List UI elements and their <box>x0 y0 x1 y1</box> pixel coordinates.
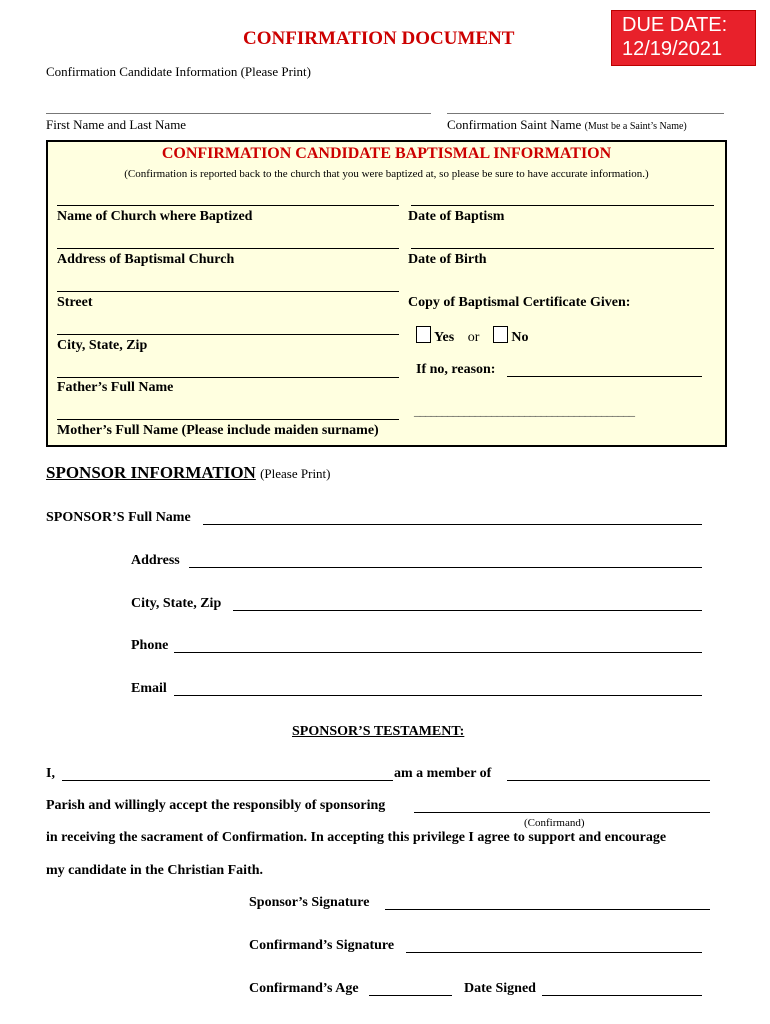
sponsor-name-label: SPONSOR’S Full Name <box>46 510 191 525</box>
sponsor-signature-line[interactable] <box>385 909 710 910</box>
mother-name-label: Mother’s Full Name (Please include maiden surname) <box>57 423 379 438</box>
due-date-value: 12/19/2021 <box>622 38 723 60</box>
no-reason-label: If no, reason: <box>416 362 496 377</box>
sponsor-address-label: Address <box>131 553 180 568</box>
saint-name-label: Confirmation Saint Name <box>447 117 582 132</box>
birth-date-line[interactable] <box>411 248 714 249</box>
sponsor-city-line[interactable] <box>233 610 702 611</box>
testament-text-1: in receiving the sacrament of Confirmation. In accepting this privilege I agree to support and encourage <box>46 830 667 845</box>
document-title: CONFIRMATION DOCUMENT <box>243 28 515 49</box>
street-line[interactable] <box>57 291 399 292</box>
baptism-date-line[interactable] <box>411 205 714 206</box>
confirmand-age-label: Confirmand’s Age <box>249 981 359 996</box>
date-signed-label: Date Signed <box>464 981 536 996</box>
baptismal-info-note: (Confirmation is reported back to the church that you were baptized at, so please be sure to have accurate information.) <box>124 168 649 180</box>
date-signed-line[interactable] <box>542 995 702 996</box>
church-address-line[interactable] <box>57 248 399 249</box>
mother-name-line[interactable] <box>57 419 399 420</box>
city-state-zip-label: City, State, Zip <box>57 338 148 353</box>
city-state-zip-line[interactable] <box>57 334 399 335</box>
sponsor-phone-label: Phone <box>131 638 169 653</box>
saint-name-field-label <box>447 117 687 133</box>
due-date-badge <box>611 10 756 66</box>
member-of-label: am a member of <box>394 766 492 781</box>
certificate-choice <box>416 326 529 346</box>
saint-name-line[interactable] <box>447 113 724 114</box>
confirmand-signature-line[interactable] <box>406 952 702 953</box>
or-label: or <box>467 330 480 345</box>
no-label: No <box>511 330 529 345</box>
yes-checkbox[interactable] <box>416 326 431 343</box>
father-name-label: Father’s Full Name <box>57 380 174 395</box>
confirmand-name-line[interactable] <box>414 812 710 813</box>
birth-date-label: Date of Birth <box>408 252 487 267</box>
sponsor-signature-label: Sponsor’s Signature <box>249 895 370 910</box>
candidate-name-label: First Name and Last Name <box>46 117 187 132</box>
street-label: Street <box>57 295 93 310</box>
parish-accept-label: Parish and willingly accept the responsibly of sponsoring <box>46 798 386 813</box>
baptism-date-label: Date of Baptism <box>408 209 505 224</box>
saint-name-note: (Must be a Saint’s Name) <box>584 121 687 132</box>
sponsor-address-line[interactable] <box>189 567 702 568</box>
confirmand-caption: (Confirmand) <box>524 817 585 829</box>
church-name-line[interactable] <box>57 205 399 206</box>
sponsor-heading <box>46 463 331 483</box>
sponsor-title-note: (Please Print) <box>260 466 331 481</box>
confirmand-signature-label: Confirmand’s Signature <box>249 938 395 953</box>
baptismal-info-title: CONFIRMATION CANDIDATE BAPTISMAL INFORMATION <box>161 145 612 162</box>
sponsor-name-line[interactable] <box>203 524 702 525</box>
testament-i-label: I, <box>46 766 55 781</box>
no-reason-line-2[interactable]: ________________________________________ <box>414 403 634 418</box>
no-reason-line[interactable] <box>507 376 702 377</box>
testament-title: SPONSOR’S TESTAMENT: <box>292 724 465 739</box>
yes-label: Yes <box>434 330 455 345</box>
sponsor-name-testament-line[interactable] <box>62 780 393 781</box>
sponsor-city-label: City, State, Zip <box>131 596 222 611</box>
parish-name-line[interactable] <box>507 780 710 781</box>
testament-text-2: my candidate in the Christian Faith. <box>46 863 264 878</box>
sponsor-title: SPONSOR INFORMATION <box>46 463 256 482</box>
baptismal-info-box <box>46 140 727 447</box>
candidate-name-line[interactable] <box>46 113 431 114</box>
father-name-line[interactable] <box>57 377 399 378</box>
due-date-label: DUE DATE: <box>622 14 728 36</box>
church-address-label: Address of Baptismal Church <box>57 252 235 267</box>
certificate-given-label: Copy of Baptismal Certificate Given: <box>408 295 631 310</box>
sponsor-email-line[interactable] <box>174 695 702 696</box>
confirmand-age-line[interactable] <box>369 995 452 996</box>
no-checkbox[interactable] <box>493 326 508 343</box>
sponsor-email-label: Email <box>131 681 167 696</box>
church-name-label: Name of Church where Baptized <box>57 209 253 224</box>
sponsor-phone-line[interactable] <box>174 652 702 653</box>
candidate-info-heading: Confirmation Candidate Information (Please Print) <box>46 64 311 79</box>
